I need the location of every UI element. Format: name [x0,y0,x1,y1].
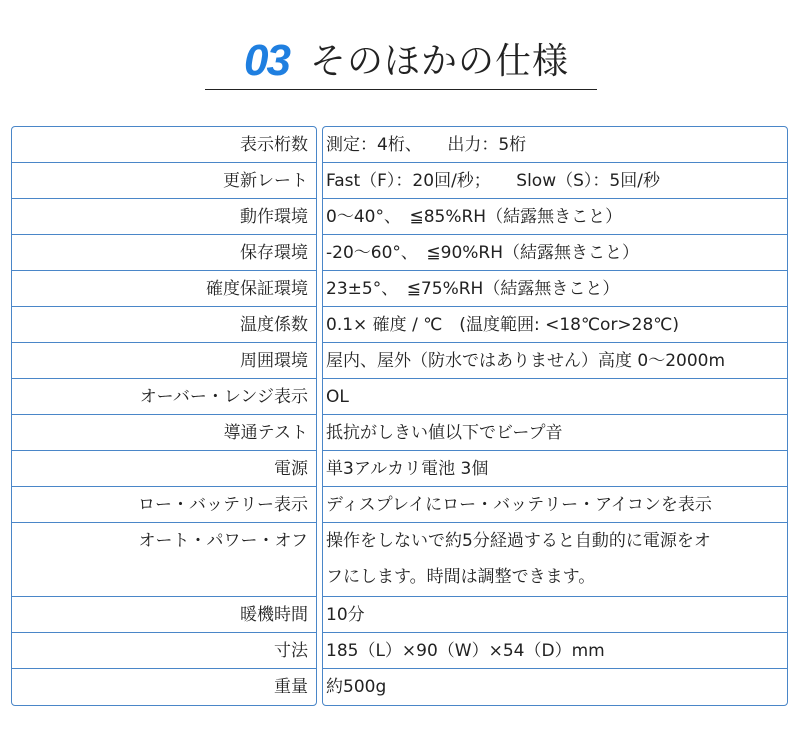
spec-value: 0.1× 確度 / ℃ (温度範囲: <18℃or>28℃) [323,307,787,343]
spec-value: 0〜40°、 ≦85%RH（結露無きこと） [323,199,787,235]
spec-value: 単3アルカリ電池 3個 [323,451,787,487]
spec-value-line: 操作をしないで約5分経過すると自動的に電源をオ [326,531,711,551]
spec-value: 23±5°、 ≦75%RH（結露無きこと） [323,271,787,307]
section-title: そのほかの仕様 [310,41,570,82]
spec-label: オート・パワー・オフ [12,523,316,597]
spec-label: 周囲環境 [12,343,316,379]
spec-value: OL [323,379,787,415]
spec-value: 10分 [323,597,787,633]
spec-label: オーバー・レンジ表示 [12,379,316,415]
header-divider [205,89,597,90]
spec-value: 屋内、屋外（防水ではありません）高度 0〜2000m [323,343,787,379]
spec-value: 抵抗がしきい値以下でビープ音 [323,415,787,451]
spec-label: 更新レート [12,163,316,199]
spec-value: -20〜60°、 ≦90%RH（結露無きこと） [323,235,787,271]
spec-label: 電源 [12,451,316,487]
spec-value-line: フにします。時間は調整できます。 [326,567,596,587]
spec-label: 導通テスト [12,415,316,451]
spec-label: 確度保証環境 [12,271,316,307]
spec-label: 温度係数 [12,307,316,343]
spec-label: 動作環境 [12,199,316,235]
section-header [0,0,800,95]
spec-value: ディスプレイにロー・バッテリー・アイコンを表示 [323,487,787,523]
spec-value: 測定：4桁、 出力：5桁 [323,127,787,163]
spec-label: 寸法 [12,633,316,669]
spec-value-multiline [323,523,787,597]
section-number: 03 [244,36,289,85]
spec-value-column [322,126,788,706]
spec-value: 185（L）×90（W）×54（D）mm [323,633,787,669]
spec-label: 表示桁数 [12,127,316,163]
spec-label-column [11,126,317,706]
spec-value: Fast（F）：20回/秒； Slow（S）：5回/秒 [323,163,787,199]
spec-label: 保存環境 [12,235,316,271]
spec-value: 約500g [326,677,387,697]
spec-label: 重量 [274,677,308,697]
spec-label: 暖機時間 [12,597,316,633]
spec-label: ロー・バッテリー表示 [12,487,316,523]
